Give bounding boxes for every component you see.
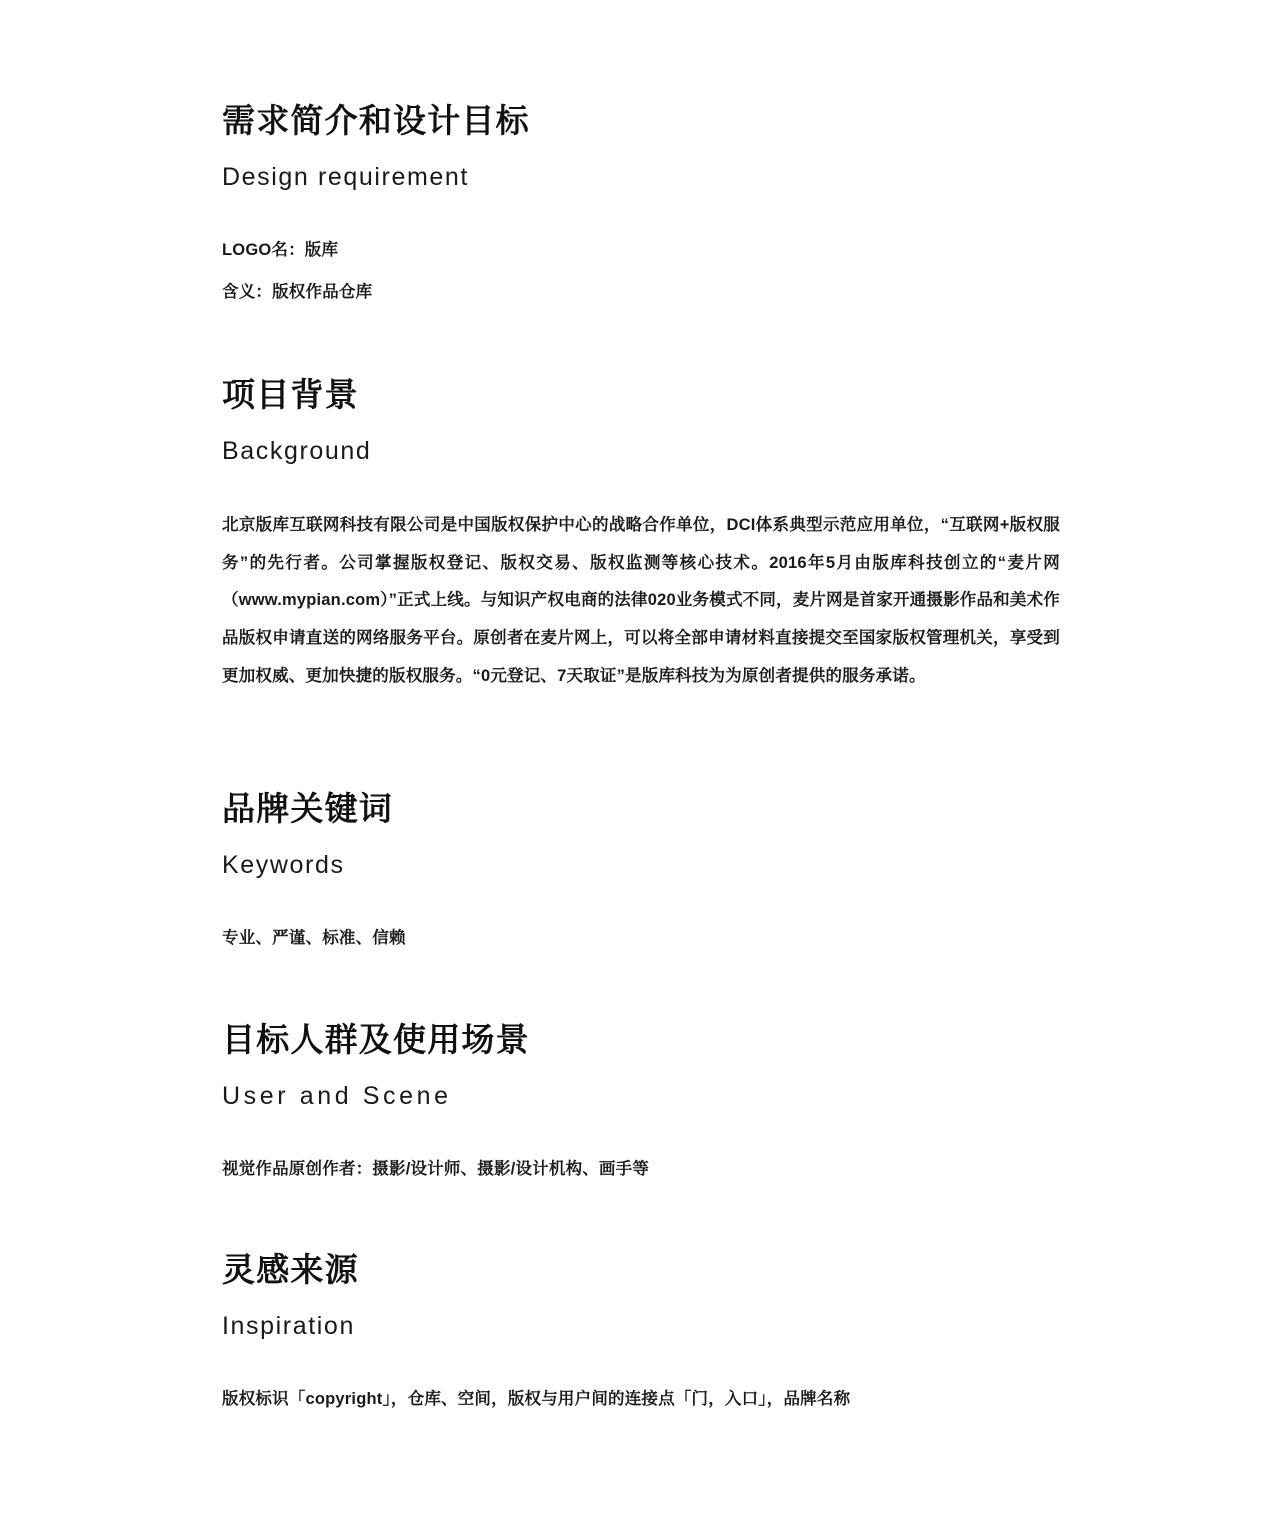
- section-heading-en-inspiration: Inspiration: [222, 1311, 355, 1340]
- section-heading-en-user-and-scene: User and Scene: [222, 1081, 452, 1110]
- section-heading-en-design-requirement: Design requirement: [222, 162, 469, 191]
- background-paragraph: 北京版库互联网科技有限公司是中国版权保护中心的战略合作单位，DCI体系典型示范应用单位，“互联网+版权服务”的先行者。公司掌握版权登记、版权交易、版权监测等核心技术。2016年5月由版库科技创立的“麦片网（www.mypian.com）”正式上线。与知识产权电商的法律020业务模式不同，麦片网是首家开通摄影作品和美术作品版权申请直送的网络服务平台。原创者在麦片网上，可以将全部申请材料直接提交至国家版权管理机关，享受到更加权威、更加快捷的版权服务。“0元登记、7天取证”是版库科技为为原创者提供的服务承诺。: [222, 516, 1060, 685]
- section-inspiration: [222, 1249, 850, 1410]
- design-requirement-body: [222, 239, 530, 304]
- section-heading-cn-background: 项目背景: [222, 376, 359, 413]
- logo-name-line: LOGO名：版库: [222, 241, 339, 260]
- section-heading-en-keywords: Keywords: [222, 850, 345, 879]
- section-heading-cn-user-and-scene: 目标人群及使用场景: [222, 1021, 530, 1058]
- section-heading-cn-keywords: 品牌关键词: [222, 790, 393, 827]
- logo-meaning-line: 含义：版权作品仓库: [222, 283, 373, 302]
- section-user-and-scene: [222, 1019, 649, 1180]
- section-heading-cn-inspiration: 灵感来源: [222, 1251, 359, 1288]
- section-keywords: [222, 788, 406, 949]
- user-and-scene-description: 视觉作品原创作者：摄影/设计师、摄影/设计机构、画手等: [222, 1160, 650, 1179]
- section-design-requirement: [222, 100, 530, 304]
- section-heading-en-background: Background: [222, 436, 372, 465]
- section-background: [222, 374, 1060, 695]
- inspiration-description: 版权标识「copyright」，仓库、空间，版权与用户间的连接点「门，入口」，品牌名称: [222, 1390, 851, 1409]
- section-heading-cn-design-requirement: 需求简介和设计目标: [222, 102, 530, 139]
- keywords-list: 专业、严谨、标准、信赖: [222, 929, 406, 948]
